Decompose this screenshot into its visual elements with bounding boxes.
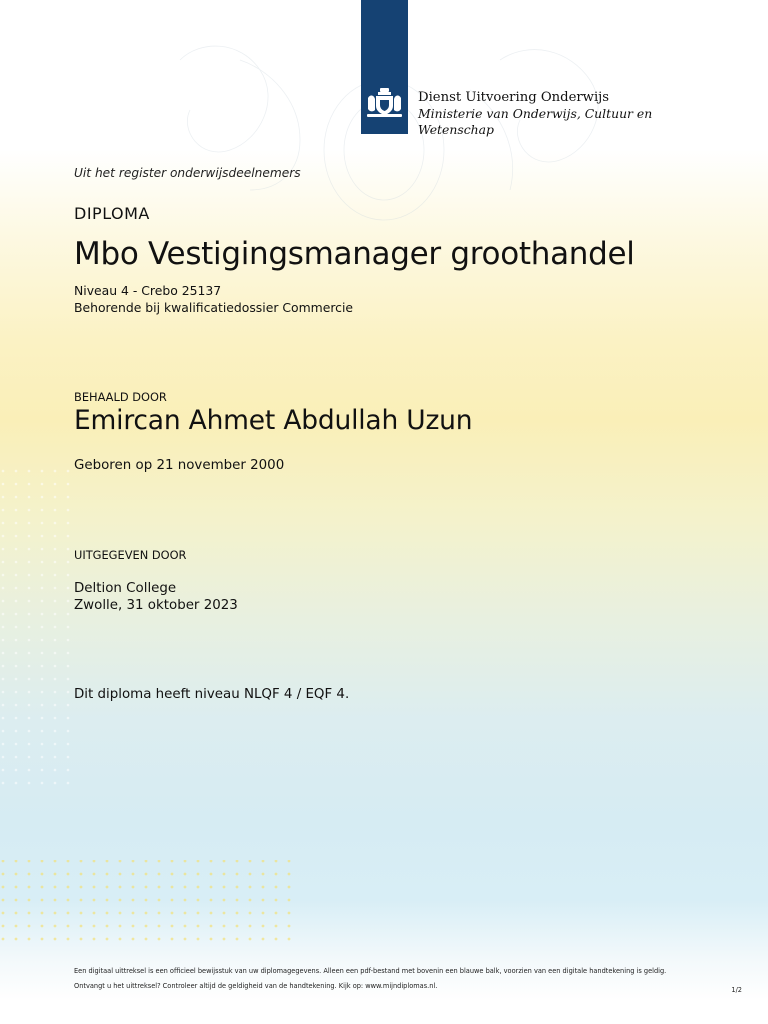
organization-block [418, 90, 652, 138]
qualification-level: Niveau 4 - Crebo 25137 [74, 283, 222, 298]
page-number: 1/2 [731, 986, 742, 994]
rijksoverheid-logo-bar [361, 0, 408, 134]
footer-line-1: Een digitaal uittreksel is een officieel bewijsstuk van uw diplomagegevens. Alleen een pdf-bestand met bovenin een blauwe balk, voorzien van een digitale handtekening is geldig. [74, 967, 667, 975]
document-type: DIPLOMA [74, 204, 150, 223]
organization-name: Dienst Uitvoering Onderwijs [418, 90, 610, 105]
birth-date: Geboren op 21 november 2000 [74, 458, 285, 473]
student-name: Emircan Ahmet Abdullah Uzun [74, 405, 473, 436]
qualification-title: Mbo Vestigingsmanager groothandel [74, 236, 635, 272]
school-name: Deltion College [74, 581, 177, 596]
coat-of-arms-icon [364, 86, 405, 120]
ministry-line-1: Ministerie van Onderwijs, Cultuur en [418, 106, 653, 121]
issued-by-label: UITGEGEVEN DOOR [74, 548, 187, 562]
register-note: Uit het register onderwijsdeelnemers [74, 166, 301, 180]
ministry-line-2: Wetenschap [418, 122, 494, 137]
achieved-by-label: BEHAALD DOOR [74, 390, 167, 404]
qualification-dossier: Behorende bij kwalificatiedossier Commercie [74, 300, 354, 315]
level-statement: Dit diploma heeft niveau NLQF 4 / EQF 4. [74, 687, 350, 702]
issue-place-date: Zwolle, 31 oktober 2023 [74, 598, 238, 613]
footer-line-2: Ontvangt u het uittreksel? Controleer altijd de geldigheid van de handtekening. Kijk op: www.mijndiplomas.nl. [74, 982, 438, 990]
